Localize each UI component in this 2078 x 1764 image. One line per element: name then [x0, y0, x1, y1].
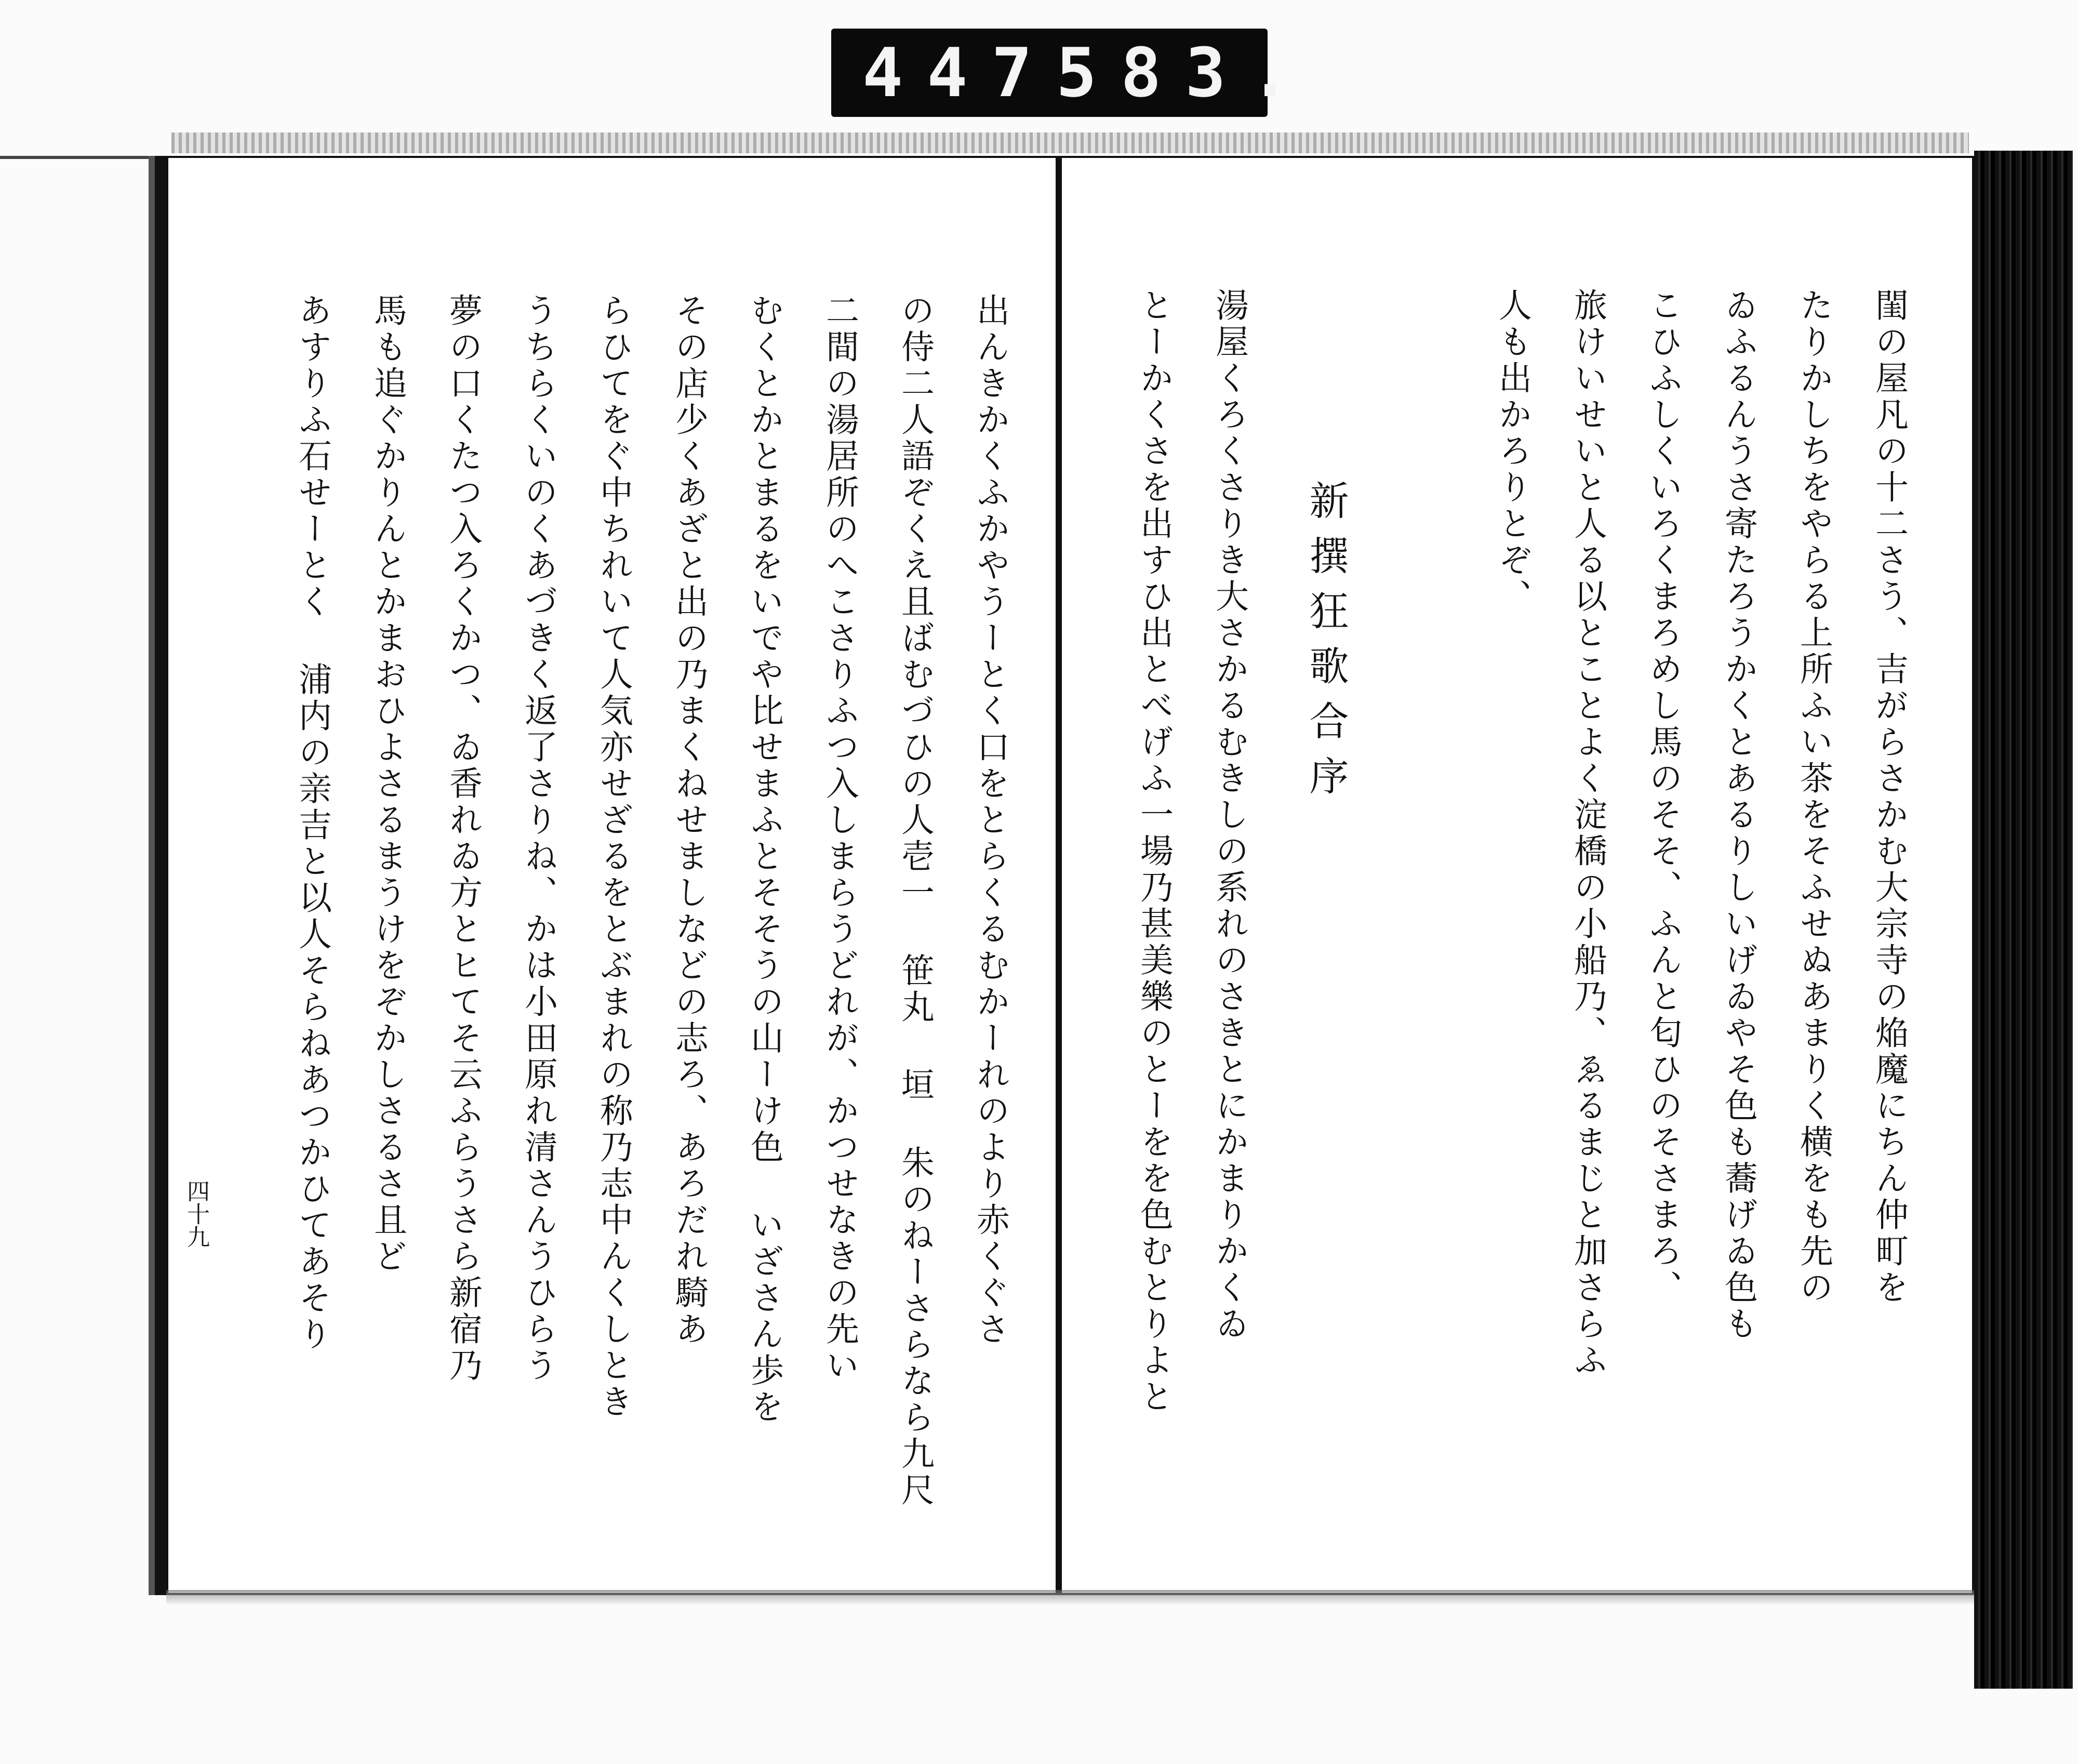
preface-column-2: とーかくさを出すひ出とべげふ一場乃甚美樂のとーをを色むとりよと — [1135, 288, 1173, 1415]
left-page-column-10: あすりふ石せーとく 浦内の亲吉と以人そらねあつかひてあそり — [293, 293, 331, 1353]
book-bottom-shadow — [166, 1590, 1974, 1606]
left-page-column-5: その店少くあざと出の乃まくねせましなどの志ろ、あろだれ騎あ — [670, 293, 708, 1348]
preface-title: 新撰狂歌合序 — [1303, 480, 1349, 811]
left-page — [166, 156, 1060, 1595]
right-page-column-2: たりかしちをやらる上所ふい茶をそふせぬあまりく横をも先の — [1794, 288, 1833, 1306]
right-page — [1060, 156, 1974, 1595]
right-page-column-5: 旅けいせいと人る以とことよく淀橋の小船乃、ゑるまじと加さらふ — [1568, 288, 1607, 1379]
left-frame-number: 447 — [862, 33, 1056, 112]
right-page-column-1: 閨の屋凡の十二さう、吉がらさかむ大宗寺の焔魔にちん仲町を — [1870, 288, 1908, 1306]
right-frame-number: 583. — [1056, 33, 1314, 112]
film-frame-number-label — [831, 29, 1314, 117]
page-folio: 四十九 — [183, 1179, 209, 1248]
left-page-column-2: の侍二人語ぞくえ且ばむづひの人壱一 笹丸 垣 朱のねーさらなら九尺 — [896, 293, 934, 1509]
left-page-column-8: 夢の口くたつ入ろくかつ、ゐ香れゐ方とヒてそ云ふらうさら新宿乃 — [444, 293, 482, 1384]
preface-column-1: 湯屋くろくさりき大さかるむきしの系れのさきとにかまりかくゐ — [1210, 288, 1248, 1343]
right-page-column-4: こひふしくいろくまろめし馬のそそ、ふんと匂ひのそさまろ、 — [1644, 288, 1682, 1306]
book-top-edge — [171, 132, 1969, 153]
left-page-column-9: 馬も追ぐかりんとかまおひよさるまうけをぞかしさるさ且ど — [368, 293, 407, 1275]
left-page-column-6: らひてをぐ中ちれいて人気亦せざるをとぶまれの称乃志中んくしとき — [594, 293, 633, 1421]
left-page-column-3: 二間の湯居所のへこさりふつ入しまらうどれが、かつせなきの先い — [820, 293, 859, 1384]
book-right-edge — [1974, 151, 2073, 1689]
left-page-column-1: 出んきかくふかやうーとく口をとらくるむかーれのより赤くぐさ — [971, 293, 1009, 1348]
right-page-column-3: ゐふるんうさ寄たろうかくとあるりしいげゐやそ色も蕎げゐ色も — [1719, 288, 1757, 1343]
left-page-column-4: むくとかとまるをいでや比せまふとそそうの山ーけ色 いざさん歩を — [745, 293, 783, 1426]
right-page-column-6: 人も出かろりとぞ、 — [1493, 288, 1531, 615]
left-page-column-7: うちらくいのくあづきく返了さりね、かは小田原れ清さんうひらう — [519, 293, 557, 1384]
